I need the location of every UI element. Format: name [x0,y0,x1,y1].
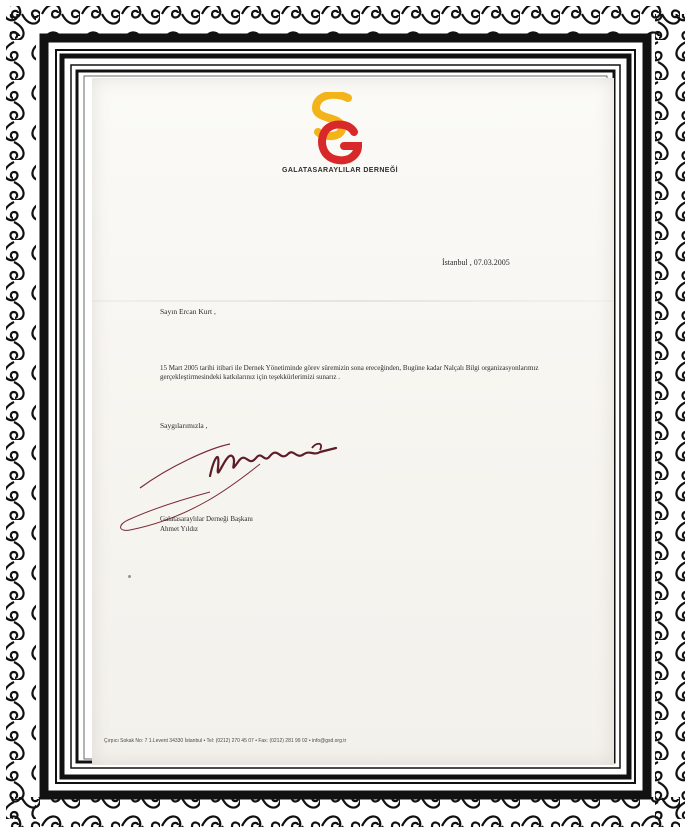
paper-speck [128,575,131,578]
org-name: GALATASARAYLILAR DERNEĞİ [282,167,399,174]
gs-logo-icon [306,92,366,166]
salutation: Sayın Ercan Kurt , [160,307,216,316]
closing: Saygılarımızla , [160,421,208,430]
letter-body: 15 Mart 2005 tarihi itibari ile Dernek Yönetiminde görev süremizin sona ereceğinden, Bugüne kadar Nalçalı Bilgi organizasyonlarımız gerçekleştirmesindeki katkılarınız için teşekkürlerimizi sunarız . [160,364,539,381]
signer-name: Ahmet Yıldız [160,525,199,533]
letterhead-footer: Çırpıcı Sokak No: 7 1.Levent 34330 İstanbul • Tel: (0212) 270 45 07 • Fax: (0212) 281 99 02 • info@gsd.org.tr [104,738,347,744]
signer-title: Galatasaraylılar Derneği Başkanı [160,515,253,523]
letter-paper [92,78,614,765]
letter-date: İstanbul , 07.03.2005 [442,258,510,267]
paper-crease [92,300,614,302]
